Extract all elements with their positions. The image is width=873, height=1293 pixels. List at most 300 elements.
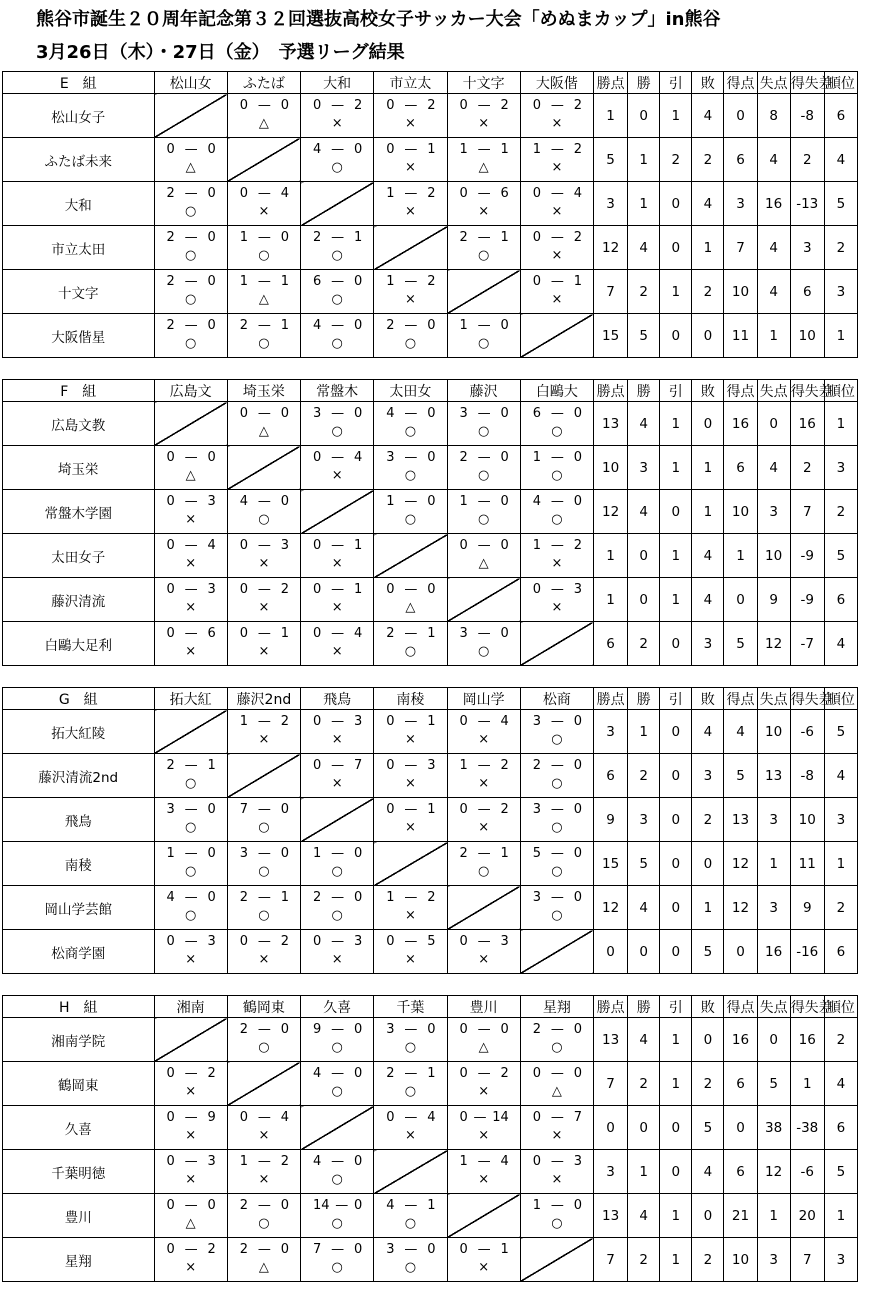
match-score bbox=[448, 1153, 520, 1170]
team-name: 広島文教 bbox=[3, 402, 155, 446]
stat-value: -38 bbox=[790, 1106, 824, 1150]
stat-value: 4 bbox=[692, 534, 724, 578]
match-result: ○ bbox=[331, 1216, 343, 1231]
match-cell bbox=[374, 182, 447, 226]
match-score bbox=[521, 185, 593, 202]
match-result: ○ bbox=[184, 204, 197, 219]
score-dash: — bbox=[404, 890, 418, 905]
table-row bbox=[3, 490, 858, 534]
stat-value: 8 bbox=[757, 94, 790, 138]
table-row bbox=[3, 182, 858, 226]
match-result: × bbox=[185, 1128, 197, 1143]
stat-value: -9 bbox=[790, 578, 824, 622]
match-score bbox=[374, 1241, 446, 1258]
opponent-header: 飛鳥 bbox=[301, 688, 374, 710]
stat-value: 6 bbox=[724, 1150, 757, 1194]
match-result: ○ bbox=[184, 776, 197, 791]
match-result: ○ bbox=[258, 336, 270, 351]
match-cell bbox=[154, 270, 227, 314]
team-name: 白鷗大足利 bbox=[3, 622, 155, 666]
match-result: ○ bbox=[551, 776, 563, 791]
team-name: 市立太田 bbox=[3, 226, 155, 270]
match-cell bbox=[301, 314, 374, 358]
stat-header: 順位 bbox=[824, 380, 857, 402]
table-row bbox=[3, 1018, 858, 1062]
stat-value: 3 bbox=[724, 182, 757, 226]
match-result: × bbox=[258, 556, 270, 571]
match-score bbox=[301, 625, 373, 642]
stat-value: 12 bbox=[594, 886, 628, 930]
goals-against: 1 bbox=[280, 890, 290, 905]
stat-value: 0 bbox=[660, 754, 692, 798]
team-name: 岡山学芸館 bbox=[3, 886, 155, 930]
goals-against: 0 bbox=[354, 846, 363, 861]
stat-value: 5 bbox=[824, 1150, 857, 1194]
stat-value: 12 bbox=[594, 490, 628, 534]
stat-value: 0 bbox=[660, 842, 692, 886]
score-dash: — bbox=[184, 186, 198, 201]
stat-value: -6 bbox=[790, 1150, 824, 1194]
match-cell bbox=[447, 1018, 520, 1062]
match-score bbox=[155, 185, 227, 202]
match-cell bbox=[520, 1194, 593, 1238]
goals-against: 0 bbox=[500, 450, 509, 465]
stat-value: 4 bbox=[628, 226, 660, 270]
goals-for: 0 bbox=[386, 1110, 395, 1125]
match-cell bbox=[520, 798, 593, 842]
goals-for: 1 bbox=[386, 494, 395, 509]
opponent-header: 広島文 bbox=[154, 380, 227, 402]
goals-against: 1 bbox=[427, 142, 436, 157]
goals-against: 2 bbox=[573, 98, 583, 113]
stat-header: 引 bbox=[660, 72, 692, 94]
match-cell bbox=[520, 578, 593, 622]
match-score bbox=[374, 1065, 446, 1082]
table-header bbox=[3, 996, 858, 1018]
match-score bbox=[228, 1021, 300, 1038]
match-result: × bbox=[404, 116, 416, 131]
stat-value: 21 bbox=[724, 1194, 757, 1238]
goals-against: 0 bbox=[280, 846, 290, 861]
score-dash: — bbox=[331, 846, 345, 861]
stat-value: 2 bbox=[824, 886, 857, 930]
goals-for: 0 bbox=[532, 582, 542, 597]
stat-value: 1 bbox=[660, 94, 692, 138]
table-header bbox=[3, 72, 858, 94]
score-dash: — bbox=[477, 450, 491, 465]
score-dash: — bbox=[331, 758, 345, 773]
match-cell bbox=[301, 842, 374, 886]
goals-for: 0 bbox=[239, 538, 249, 553]
match-cell bbox=[301, 270, 374, 314]
stat-value: 0 bbox=[660, 622, 692, 666]
stat-value: 0 bbox=[594, 1106, 628, 1150]
goals-against: 1 bbox=[280, 318, 290, 333]
table-row bbox=[3, 1238, 858, 1282]
score-dash: — bbox=[550, 538, 564, 553]
goals-against: 0 bbox=[207, 1198, 216, 1213]
match-cell bbox=[154, 446, 227, 490]
score-dash: — bbox=[404, 582, 418, 597]
goals-against: 1 bbox=[427, 802, 436, 817]
match-cell bbox=[154, 798, 227, 842]
match-result: △ bbox=[478, 1040, 489, 1055]
goals-against: 0 bbox=[427, 1022, 436, 1037]
match-result: × bbox=[478, 1128, 490, 1143]
match-result: × bbox=[478, 116, 490, 131]
stat-value: 9 bbox=[757, 578, 790, 622]
goals-for: 2 bbox=[239, 1022, 249, 1037]
score-dash: — bbox=[257, 1154, 271, 1169]
match-result: × bbox=[551, 248, 563, 263]
stat-value: 1 bbox=[824, 842, 857, 886]
match-cell bbox=[301, 1194, 374, 1238]
match-cell bbox=[227, 226, 300, 270]
match-score bbox=[448, 97, 520, 114]
score-dash: — bbox=[331, 142, 345, 157]
match-result: △ bbox=[258, 1260, 269, 1275]
goals-for: 0 bbox=[239, 582, 249, 597]
match-score bbox=[374, 757, 446, 774]
goals-for: 2 bbox=[386, 626, 395, 641]
match-result: ○ bbox=[184, 292, 197, 307]
score-dash: — bbox=[404, 406, 418, 421]
match-score bbox=[155, 1109, 227, 1126]
score-dash: — bbox=[477, 1022, 491, 1037]
goals-against: 0 bbox=[427, 494, 436, 509]
score-dash: — bbox=[550, 406, 564, 421]
match-score bbox=[521, 757, 593, 774]
goals-against: 0 bbox=[207, 186, 216, 201]
match-result: × bbox=[331, 952, 343, 967]
match-result: × bbox=[331, 556, 343, 571]
stat-value: 1 bbox=[824, 1194, 857, 1238]
stat-value: -7 bbox=[790, 622, 824, 666]
match-result: ○ bbox=[404, 1216, 417, 1231]
table-row bbox=[3, 226, 858, 270]
stat-value: 3 bbox=[594, 1150, 628, 1194]
stat-value: 0 bbox=[628, 578, 660, 622]
stat-value: 2 bbox=[628, 754, 660, 798]
match-score bbox=[374, 581, 446, 598]
match-score bbox=[448, 933, 520, 950]
match-cell bbox=[301, 622, 374, 666]
goals-for: 7 bbox=[239, 802, 249, 817]
goals-for: 1 bbox=[386, 890, 395, 905]
stat-header: 敗 bbox=[692, 688, 724, 710]
diagonal-cell bbox=[374, 534, 447, 578]
stat-value: 3 bbox=[824, 1238, 857, 1282]
stat-value: 5 bbox=[594, 138, 628, 182]
score-dash: — bbox=[404, 1242, 418, 1257]
goals-for: 1 bbox=[459, 758, 468, 773]
stat-value: 0 bbox=[724, 578, 757, 622]
stat-header: 勝点 bbox=[594, 688, 628, 710]
match-score bbox=[301, 317, 373, 334]
match-score bbox=[155, 889, 227, 906]
score-dash: — bbox=[257, 406, 271, 421]
goals-against: 14 bbox=[492, 1110, 509, 1125]
score-dash: — bbox=[331, 714, 345, 729]
diagonal-cell bbox=[520, 930, 593, 974]
match-score bbox=[155, 449, 227, 466]
match-cell bbox=[374, 710, 447, 754]
match-cell bbox=[520, 1062, 593, 1106]
match-result: ○ bbox=[184, 864, 197, 879]
match-result: ○ bbox=[258, 512, 270, 527]
goals-against: 0 bbox=[573, 494, 583, 509]
match-result: × bbox=[258, 732, 270, 747]
goals-for: 2 bbox=[459, 846, 468, 861]
score-dash: — bbox=[550, 846, 564, 861]
score-dash: — bbox=[331, 890, 345, 905]
stat-value: 3 bbox=[594, 710, 628, 754]
score-dash: — bbox=[184, 626, 198, 641]
goals-against: 0 bbox=[280, 230, 290, 245]
opponent-header: 太田女 bbox=[374, 380, 447, 402]
table-row bbox=[3, 622, 858, 666]
match-score bbox=[448, 185, 520, 202]
stat-value: 6 bbox=[824, 94, 857, 138]
goals-against: 2 bbox=[500, 98, 509, 113]
stat-value: 1 bbox=[692, 226, 724, 270]
stat-value: 12 bbox=[757, 622, 790, 666]
score-dash: — bbox=[331, 582, 345, 597]
goals-against: 1 bbox=[280, 274, 290, 289]
match-score bbox=[374, 317, 446, 334]
match-cell bbox=[301, 1238, 374, 1282]
match-score bbox=[228, 1197, 300, 1214]
match-cell bbox=[227, 710, 300, 754]
team-name: 埼玉栄 bbox=[3, 446, 155, 490]
match-result: × bbox=[404, 908, 416, 923]
match-cell bbox=[301, 1062, 374, 1106]
score-dash: — bbox=[477, 406, 491, 421]
goals-for: 0 bbox=[459, 1066, 468, 1081]
score-dash: — bbox=[550, 450, 564, 465]
diagonal-cell bbox=[447, 270, 520, 314]
score-dash: — bbox=[404, 274, 418, 289]
stat-value: 13 bbox=[594, 1018, 628, 1062]
goals-for: 2 bbox=[239, 890, 249, 905]
stat-value: 1 bbox=[660, 1238, 692, 1282]
match-score bbox=[228, 801, 300, 818]
stat-value: 5 bbox=[724, 754, 757, 798]
goals-for: 0 bbox=[313, 934, 322, 949]
stat-header: 得失差 bbox=[790, 688, 824, 710]
match-result: × bbox=[404, 292, 416, 307]
match-cell bbox=[227, 622, 300, 666]
score-dash: — bbox=[184, 450, 198, 465]
goals-against: 2 bbox=[207, 1242, 216, 1257]
stat-value: 2 bbox=[824, 490, 857, 534]
stat-value: 3 bbox=[692, 622, 724, 666]
match-cell bbox=[227, 1150, 300, 1194]
goals-against: 0 bbox=[427, 1242, 436, 1257]
match-cell bbox=[447, 842, 520, 886]
stat-value: 1 bbox=[628, 1150, 660, 1194]
stat-value: 3 bbox=[628, 446, 660, 490]
score-dash: — bbox=[184, 890, 198, 905]
goals-against: 0 bbox=[573, 714, 583, 729]
match-score bbox=[155, 493, 227, 510]
goals-against: 0 bbox=[573, 758, 583, 773]
stat-header: 得失差 bbox=[790, 996, 824, 1018]
match-result: × bbox=[258, 600, 270, 615]
opponent-header: 拓大紅 bbox=[154, 688, 227, 710]
stat-value: 4 bbox=[628, 886, 660, 930]
diagonal-cell bbox=[301, 182, 374, 226]
goals-for: 0 bbox=[532, 186, 542, 201]
page-title: 熊谷市誕生２０周年記念第３２回選抜高校女子サッカー大会「めぬまカップ」in熊谷 bbox=[36, 9, 721, 30]
score-dash: — bbox=[404, 1066, 418, 1081]
stat-value: 13 bbox=[594, 1194, 628, 1238]
stat-value: 6 bbox=[824, 930, 857, 974]
match-result: × bbox=[404, 732, 416, 747]
goals-for: 0 bbox=[313, 450, 322, 465]
stat-header: 勝点 bbox=[594, 72, 628, 94]
goals-against: 0 bbox=[573, 406, 583, 421]
match-score bbox=[448, 713, 520, 730]
team-name: 大阪偕星 bbox=[3, 314, 155, 358]
goals-for: 0 bbox=[166, 1198, 175, 1213]
goals-for: 0 bbox=[459, 714, 468, 729]
score-dash: — bbox=[550, 714, 564, 729]
goals-for: 1 bbox=[239, 274, 249, 289]
stat-header: 順位 bbox=[824, 688, 857, 710]
table-row bbox=[3, 1062, 858, 1106]
goals-for: 0 bbox=[166, 1242, 175, 1257]
match-result: × bbox=[185, 644, 197, 659]
match-result: × bbox=[478, 1172, 490, 1187]
score-dash: — bbox=[184, 142, 198, 157]
match-score bbox=[155, 273, 227, 290]
stat-value: 2 bbox=[692, 1238, 724, 1282]
table-row bbox=[3, 446, 858, 490]
score-dash: — bbox=[550, 1110, 564, 1125]
goals-for: 0 bbox=[386, 142, 395, 157]
match-cell bbox=[447, 1106, 520, 1150]
score-dash: — bbox=[184, 1198, 198, 1213]
match-result: × bbox=[551, 160, 563, 175]
match-cell bbox=[374, 270, 447, 314]
stat-header: 失点 bbox=[757, 380, 790, 402]
stat-value: 0 bbox=[692, 842, 724, 886]
stat-header: 得失差 bbox=[790, 72, 824, 94]
opponent-header: 岡山学 bbox=[447, 688, 520, 710]
team-name: 久喜 bbox=[3, 1106, 155, 1150]
goals-against: 6 bbox=[500, 186, 509, 201]
goals-for: 4 bbox=[166, 890, 175, 905]
stat-value: 0 bbox=[660, 314, 692, 358]
goals-for: 0 bbox=[239, 626, 249, 641]
stat-value: 2 bbox=[628, 270, 660, 314]
stat-value: 6 bbox=[824, 1106, 857, 1150]
opponent-header: 湘南 bbox=[154, 996, 227, 1018]
score-dash: — bbox=[184, 934, 198, 949]
table-row bbox=[3, 1150, 858, 1194]
stat-value: 1 bbox=[628, 182, 660, 226]
match-cell bbox=[520, 886, 593, 930]
match-result: × bbox=[331, 116, 343, 131]
goals-against: 0 bbox=[427, 582, 436, 597]
opponent-header: 藤沢 bbox=[447, 380, 520, 402]
goals-against: 0 bbox=[573, 890, 583, 905]
stat-value: 9 bbox=[594, 798, 628, 842]
match-result: × bbox=[404, 204, 416, 219]
match-score bbox=[301, 889, 373, 906]
match-cell bbox=[447, 1238, 520, 1282]
score-dash: — bbox=[550, 98, 564, 113]
goals-against: 0 bbox=[500, 406, 509, 421]
goals-against: 0 bbox=[573, 1066, 583, 1081]
goals-for: 1 bbox=[239, 230, 249, 245]
goals-against: 0 bbox=[354, 274, 363, 289]
team-name: 大和 bbox=[3, 182, 155, 226]
stat-value: 16 bbox=[724, 1018, 757, 1062]
goals-against: 4 bbox=[500, 1154, 509, 1169]
match-result: ○ bbox=[331, 1260, 343, 1275]
goals-for: 1 bbox=[532, 538, 542, 553]
stat-value: 0 bbox=[628, 930, 660, 974]
match-score bbox=[301, 273, 373, 290]
goals-against: 1 bbox=[427, 1066, 436, 1081]
diagonal-cell bbox=[227, 446, 300, 490]
match-score bbox=[374, 273, 446, 290]
match-result: △ bbox=[258, 116, 269, 131]
match-score bbox=[374, 713, 446, 730]
match-cell bbox=[447, 930, 520, 974]
diagonal-cell bbox=[301, 798, 374, 842]
goals-for: 0 bbox=[166, 1110, 175, 1125]
match-score bbox=[521, 229, 593, 246]
goals-for: 1 bbox=[459, 494, 468, 509]
goals-against: 2 bbox=[280, 714, 290, 729]
stat-header: 失点 bbox=[757, 72, 790, 94]
stat-value: 4 bbox=[757, 226, 790, 270]
match-cell bbox=[154, 314, 227, 358]
score-dash: — bbox=[184, 758, 198, 773]
match-result: ○ bbox=[551, 512, 563, 527]
match-result: ○ bbox=[404, 512, 417, 527]
match-score bbox=[228, 229, 300, 246]
goals-against: 3 bbox=[500, 934, 509, 949]
stat-value: 4 bbox=[628, 1018, 660, 1062]
goals-against: 0 bbox=[500, 494, 509, 509]
score-dash: — bbox=[477, 758, 491, 773]
match-result: ○ bbox=[551, 1040, 563, 1055]
goals-for: 0 bbox=[313, 714, 322, 729]
stat-value: 0 bbox=[628, 94, 660, 138]
score-dash: — bbox=[477, 142, 491, 157]
match-cell bbox=[301, 226, 374, 270]
match-cell bbox=[374, 1106, 447, 1150]
goals-against: 3 bbox=[207, 494, 216, 509]
opponent-header: 市立太 bbox=[374, 72, 447, 94]
diagonal-cell bbox=[154, 710, 227, 754]
goals-against: 0 bbox=[280, 1198, 290, 1213]
score-dash: — bbox=[404, 186, 418, 201]
match-score bbox=[374, 889, 446, 906]
goals-for: 0 bbox=[459, 802, 468, 817]
match-cell bbox=[227, 886, 300, 930]
match-result: △ bbox=[185, 160, 196, 175]
match-cell bbox=[227, 842, 300, 886]
match-result: ○ bbox=[331, 248, 343, 263]
goals-against: 0 bbox=[354, 890, 363, 905]
match-cell bbox=[447, 226, 520, 270]
match-score bbox=[155, 141, 227, 158]
